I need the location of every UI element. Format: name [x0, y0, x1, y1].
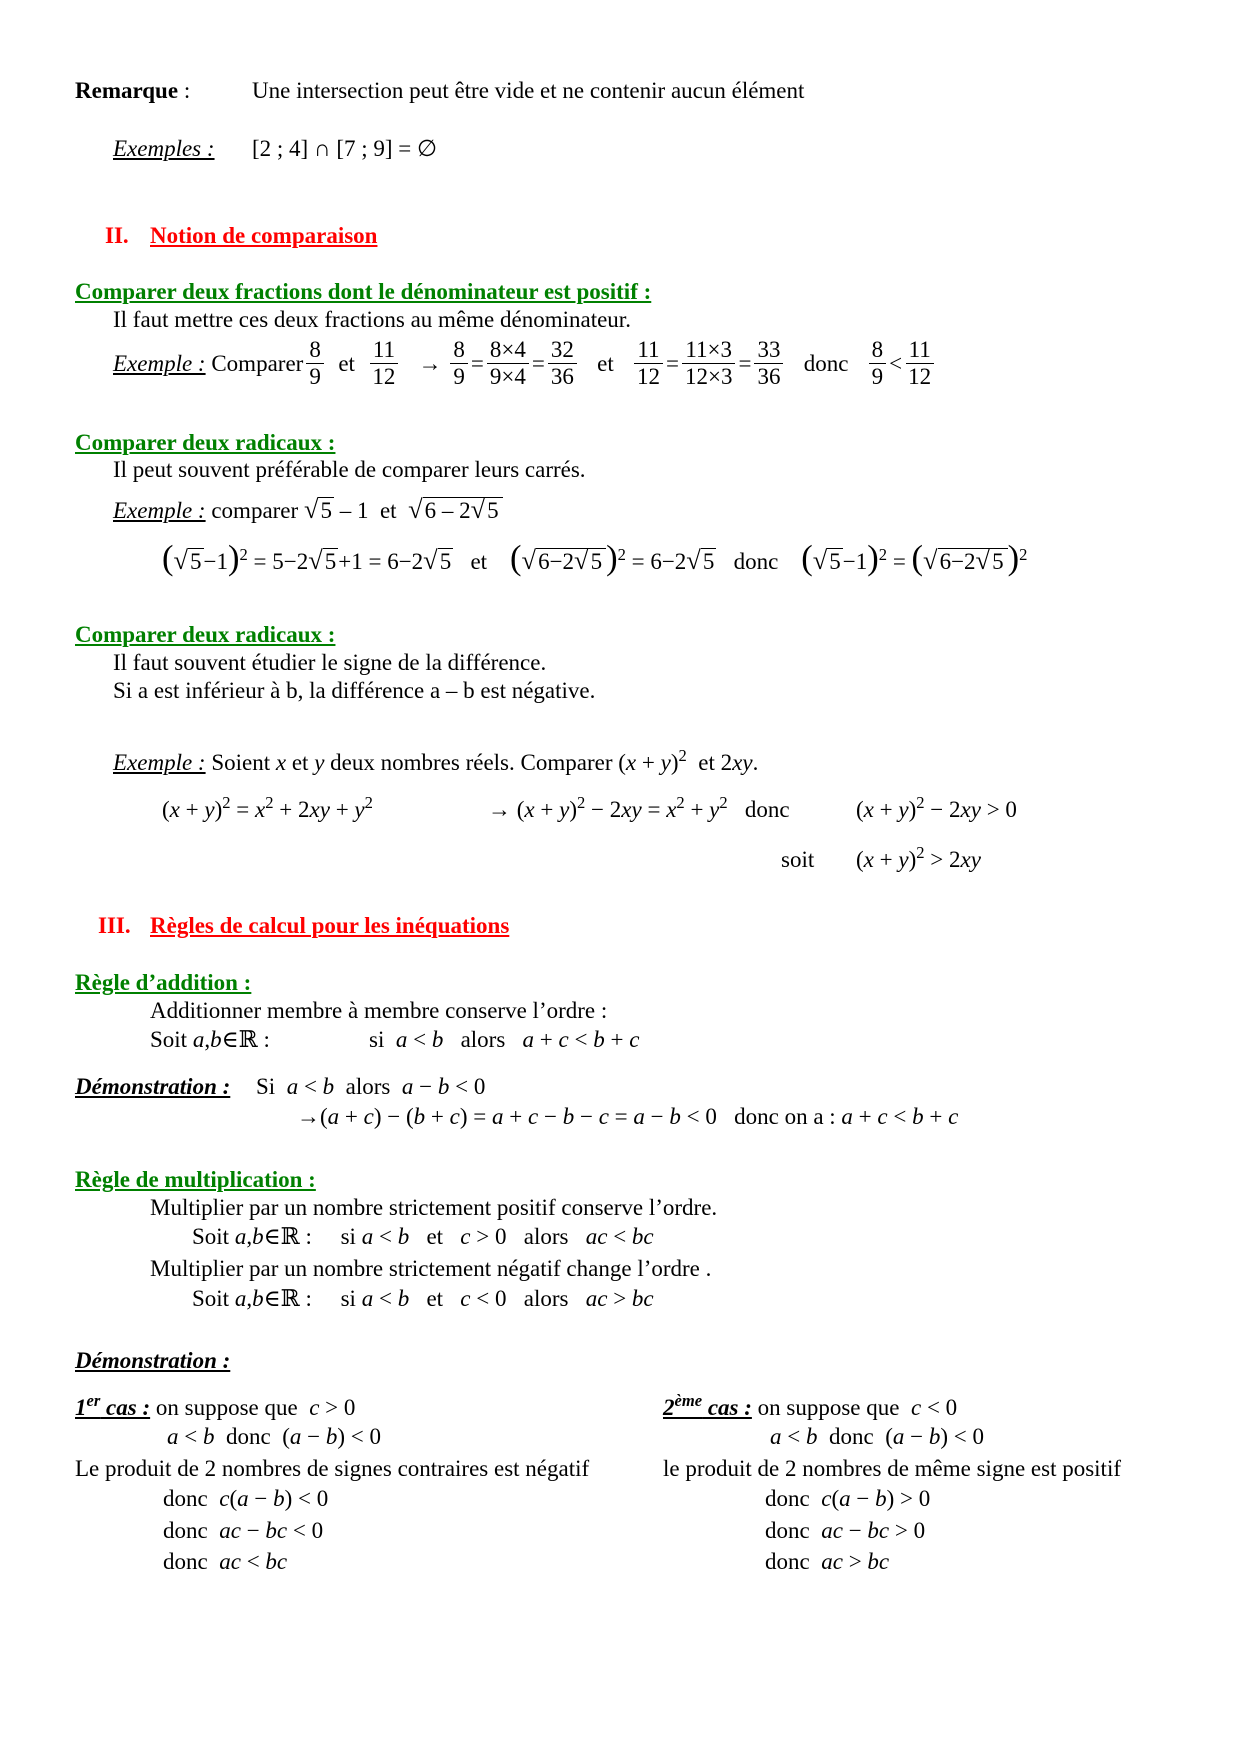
radicaux2-heading: Comparer deux radicaux : [75, 622, 336, 647]
section-2-number: II. [105, 223, 129, 248]
radicaux2-text2: Si a est inférieur à b, la différence a – b est négative. [113, 678, 596, 703]
radicaux2-soit: soit [781, 847, 815, 872]
cas2-produit: le produit de 2 nombres de même signe est positif [663, 1456, 1121, 1481]
cas1-header: 1er cas : on suppose que c > 0 [75, 1390, 356, 1420]
demo1-label: Démonstration : [75, 1074, 231, 1099]
fractions-exemple: Exemple : Comparer $\frac{8}{9}$ et $\frac{11}{12}$ → $\frac{8}{9}$ = $\frac{8\times 4}{9\times 4}$ = $\frac{32}{36}$ et $\frac{11}{12}$ = $\frac{11\times 3}{12\times 3}$ = $\frac{33}{36}$ donc $\frac{8}{9}$ < $\frac{11}{12}$ [113, 337, 937, 391]
radicaux2-text1: Il faut souvent étudier le signe de la différence. [113, 650, 547, 675]
addition-heading: Règle d’addition : [75, 970, 252, 995]
exemples-label: Exemples : [113, 136, 215, 161]
multiplication-rule1: Soit a,b∈ℝ : si a < b et c > 0 alors ac < bc [192, 1224, 654, 1249]
radicaux1-heading: Comparer deux radicaux : [75, 430, 336, 455]
cas1-line3: donc ac − bc < 0 [163, 1518, 324, 1543]
radicaux2-eq1: $(x + y)^2 = x^2 + 2xy + y^2$ [162, 792, 373, 822]
radicaux2-eq2: → $(x + y)^2 - 2xy = x^2 + y^2$ donc [488, 792, 790, 822]
cas2-line3: donc ac − bc > 0 [765, 1518, 926, 1543]
demo1-line2: →(a + c) − (b + c) = a + c − b − c = a − b < 0 donc on a : a + c < b + c [297, 1104, 959, 1129]
demo1-line1: Si a < b alors a − b < 0 [256, 1074, 486, 1099]
section-3-title: Règles de calcul pour les inéquations [150, 913, 510, 938]
cas2-line1: a < b donc (a − b) < 0 [770, 1424, 984, 1449]
section-3-number: III. [98, 913, 131, 938]
cas2-line4: donc ac > bc [765, 1549, 890, 1574]
fractions-heading: Comparer deux fractions dont le dénominateur est positif : [75, 279, 652, 304]
fractions-text: Il faut mettre ces deux fractions au même dénominateur. [113, 307, 631, 332]
cas1-line1: a < b donc (a − b) < 0 [167, 1424, 381, 1449]
radicaux1-exemple: Exemple : comparer √5 – 1 et √6 – 2√5 [113, 494, 503, 525]
radicaux2-exemple: Exemple : Soient x et y deux nombres réels. Comparer $(x + y)^2$ et 2xy. [113, 745, 759, 775]
exemple-intersection: [2 ; 4] ∩ [7 ; 9] = ∅ [252, 136, 438, 161]
cas1-line4: donc ac < bc [163, 1549, 288, 1574]
radicaux2-eq3: $(x + y)^2 - 2xy > 0$ [856, 792, 1017, 822]
radicaux1-text: Il peut souvent préférable de comparer leurs carrés. [113, 457, 586, 482]
remarque-text: Une intersection peut être vide et ne contenir aucun élément [252, 78, 805, 103]
addition-rule: Soit a,b∈ℝ : [150, 1027, 270, 1052]
multiplication-text1: Multiplier par un nombre strictement positif conserve l’ordre. [150, 1195, 718, 1220]
radicaux1-calcul: $(√5-1)^2 = 5-2√5+1 = 6-2√5$ et (√6−2√5 )$^2$ = 6−2√5 donc $(√5-1)^2 = (√6-2√5$ )$^2$ [162, 539, 1028, 577]
section-2-title: Notion de comparaison [150, 223, 378, 248]
radicaux2-eq4: $(x + y)^2 > 2xy$ [856, 842, 981, 872]
multiplication-heading: Règle de multiplication : [75, 1167, 316, 1192]
cas2-line2: donc c(a − b) > 0 [765, 1486, 931, 1511]
cas1-line2: donc c(a − b) < 0 [163, 1486, 329, 1511]
cas2-header: 2ème cas : on suppose que c < 0 [663, 1390, 958, 1420]
demo2-label: Démonstration : [75, 1348, 231, 1373]
cas1-produit: Le produit de 2 nombres de signes contraires est négatif [75, 1456, 590, 1481]
multiplication-text2: Multiplier par un nombre strictement négatif change l’ordre . [150, 1256, 712, 1281]
addition-text: Additionner membre à membre conserve l’ordre : [150, 998, 608, 1023]
remarque-label: Remarque : [75, 78, 191, 103]
addition-rule-formula: si a < b alors a + c < b + c [369, 1027, 640, 1052]
multiplication-rule2: Soit a,b∈ℝ : si a < b et c < 0 alors ac > bc [192, 1286, 654, 1311]
